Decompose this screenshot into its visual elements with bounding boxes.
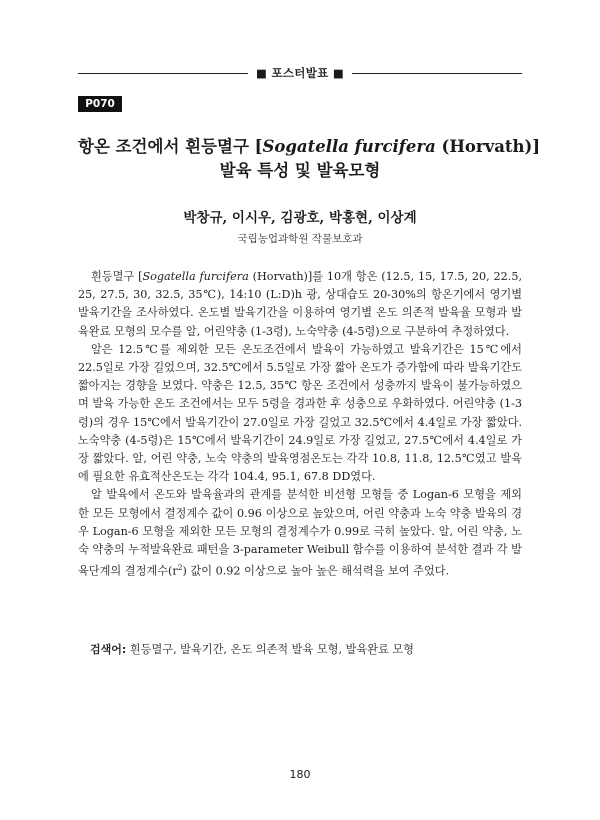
keywords-text: 흰등멸구, 발육기간, 온도 의존적 발육 모형, 발육완료 모형 bbox=[126, 643, 414, 656]
species-name: Sogatella furcifera bbox=[142, 270, 249, 283]
paper-title-line1 bbox=[78, 133, 541, 157]
species-name: Sogatella furcifera bbox=[262, 137, 436, 156]
superscript: 2 bbox=[177, 563, 183, 573]
poster-code-badge: P070 bbox=[78, 96, 122, 112]
abstract-body bbox=[78, 268, 522, 581]
section-header bbox=[78, 63, 522, 85]
section-header-label: ■ 포스터발표 ■ bbox=[248, 65, 352, 81]
author-list: 박창규, 이시우, 김광호, 박홍현, 이상계 bbox=[183, 210, 417, 226]
page-number: 180 bbox=[289, 768, 311, 781]
abstract-text: ) 값이 0.92 이상으로 높아 높은 해석력을 보여 주었다. bbox=[182, 564, 450, 578]
paper-title-line2: 발육 특성 및 발육모형 bbox=[219, 161, 381, 180]
abstract-text: 흰등멸구 [ bbox=[91, 270, 143, 283]
affiliation: 국립농업과학원 작물보호과 bbox=[237, 233, 363, 245]
title-text: 항온 조건에서 흰등멸구 [ bbox=[78, 137, 263, 156]
abstract-text: (Horvath)]를 10개 항온 (12.5, 15, 17.5, 20, 22.5, 25, 27.5, 30, 32.5, 35℃), 14:10 (L:D)h 광, 상대습도 20-30%의 항온기에서 영기별 발육기간을 조사하였다. 온도별 발육기간을 이용하여 영기별 온도 의존적 발육율 모형과 발육완료 모형의 모수를 알, 어린약충 (1-3령), 노숙약충 (4-5령)으로 구분하여 추정하였다. bbox=[78, 270, 523, 338]
title-author-citation: (Horvath)] bbox=[435, 137, 541, 156]
abstract-paragraph-2: 알은 12.5℃를 제외한 모든 온도조건에서 발육이 가능하였고 발육기간은 15℃에서 22.5일로 가장 길었으며, 32.5℃에서 5.5일로 가장 짧아 온도가 증가함에 따라 발육기간도 짧아지는 경향을 보였다. 약충은 12.5, 35℃ 항온 조건에서 성충까지 발육이 불가능하였으며 발육 가능한 온도 조건에서는 모두 5령을 경과한 후 성충으로 우화하였다. 어린약충 (1-3령)의 경우 15℃에서 발육기간이 27.0일로 가장 길었고 32.5℃에서 4.4일로 가장 짧았다. 노숙약충 (4-5령)은 15℃에서 발육기간이 24.9일로 가장 길었고, 27.5℃에서 4.4일로 가장 짧았다. 알, 어린 약충, 노숙 약충의 발육영점온도는 각각 10.8, 11.8, 12.5℃였고 발육에 필요한 유효적산온도는 각각 104.4, 95.1, 67.8 DD였다. bbox=[78, 342, 522, 484]
keywords-label: 검색어: bbox=[90, 643, 127, 656]
abstract-text: 알 발육에서 온도와 발육율과의 관계를 분석한 비선형 모형들 중 Logan-6 모형을 제외한 모든 모형에서 결정계수 값이 0.96 이상으로 높았으며, 어린 약충과 노숙 약충 발육의 경우 Logan-6 모형을 제외한 모든 모형의 결정계수가 0.99로 극히 높았다. 알, 어린 약충, 노숙 약충의 누적발육완료 패턴을 3-parameter Weibull 함수를 이용하여 분석한 결과 각 발육단계의 결정계수(r bbox=[78, 488, 522, 578]
abstract-paragraph-1 bbox=[78, 268, 522, 341]
abstract-paragraph-3 bbox=[78, 486, 522, 581]
keywords bbox=[90, 642, 522, 658]
